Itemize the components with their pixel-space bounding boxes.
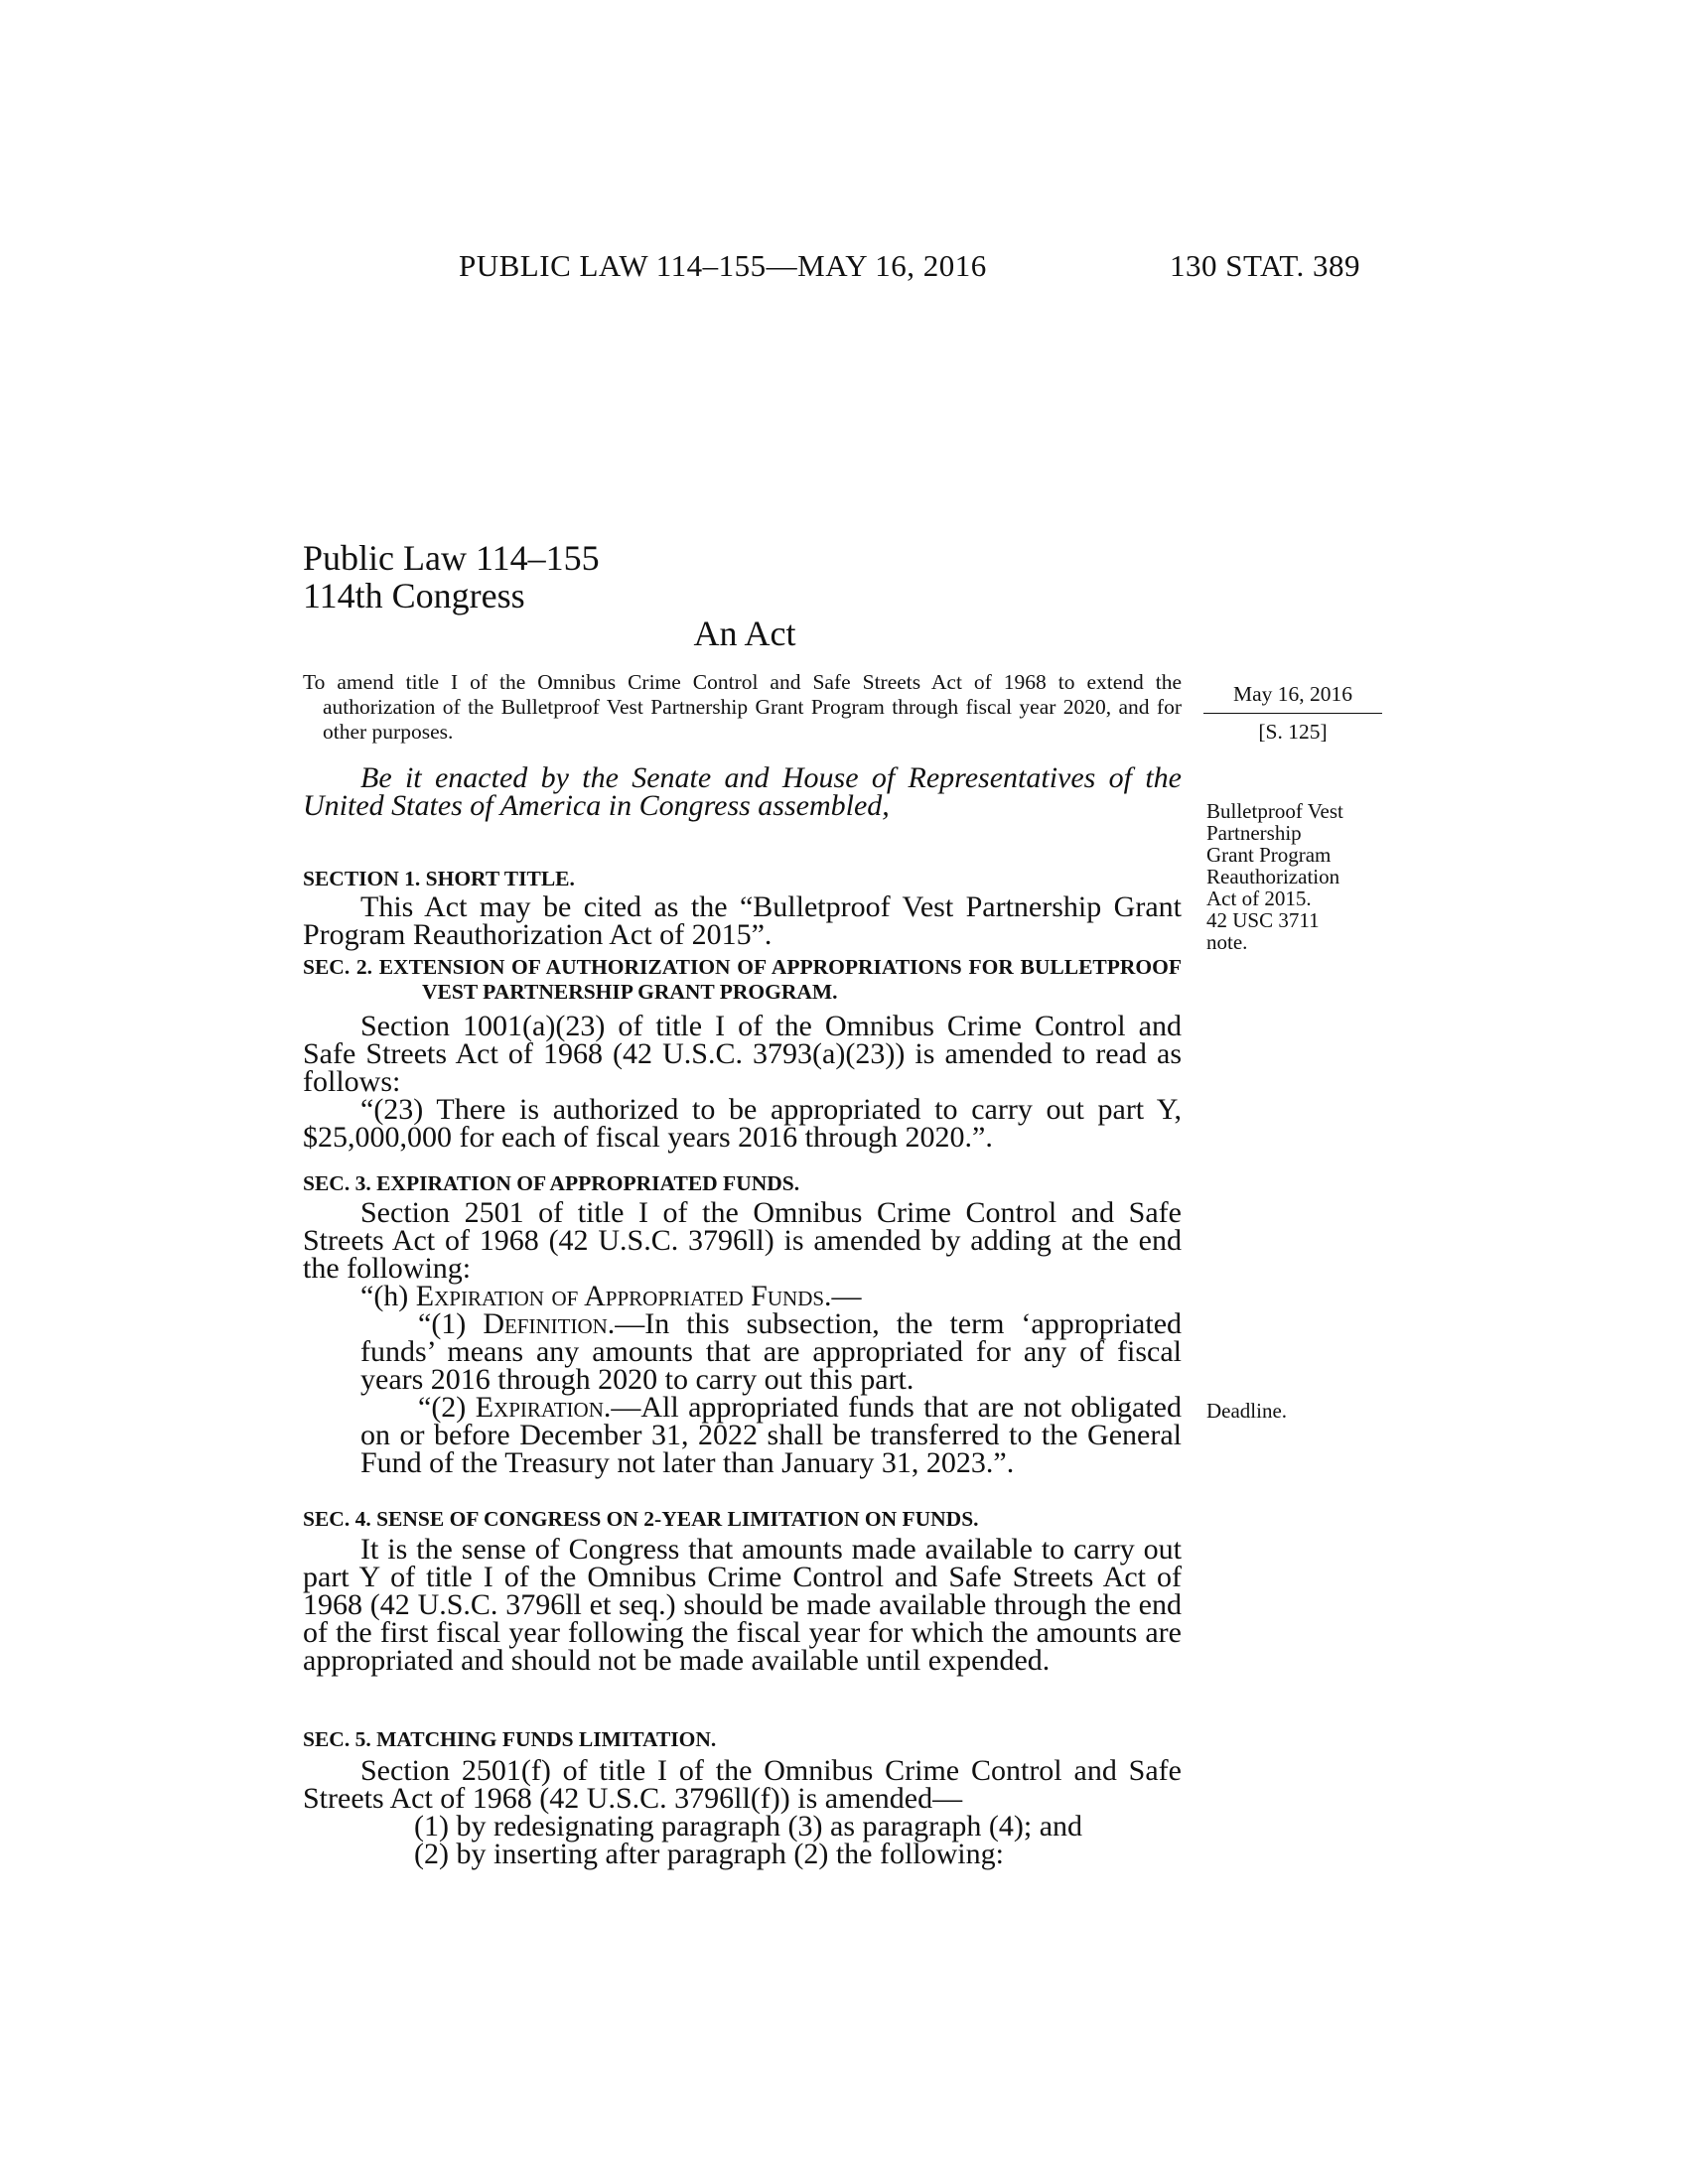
paragraph-2-expiration <box>360 1391 1182 1479</box>
margin-note-line: Reauthorization <box>1206 865 1340 888</box>
section-2-heading: SEC. 2. EXTENSION OF AUTHORIZATION OF APPROPRIATIONS FOR BULLETPROOF VEST PARTNERSHIP GRANT PROGRAM. <box>303 955 1182 1004</box>
public-law-number: Public Law 114–155 <box>303 538 600 578</box>
paragraph-2-text: .—All appropriated funds that are not obligated on or before December 31, 2022 shall be transferred to the General Fund of the Treasury not later than January 31, 2023.”. <box>360 1391 1182 1479</box>
section-5-body: Section 2501(f) of title I of the Omnibus Crime Control and Safe Streets Act of 1968 (42 U.S.C. 3796ll(f)) is amended— <box>303 1754 1182 1815</box>
section-5-item-1: (1) by redesignating paragraph (3) as paragraph (4); and <box>414 1810 1083 1843</box>
margin-note-line: Partnership <box>1206 821 1302 845</box>
section-3-heading: SEC. 3. EXPIRATION OF APPROPRIATED FUNDS. <box>303 1171 800 1195</box>
subsection-h-prefix: “(h) <box>360 1280 416 1312</box>
section-2-quote: “(23) There is authorized to be appropriated to carry out part Y, $25,000,000 for each of fiscal years 2016 through 2020.”. <box>303 1093 1182 1154</box>
margin-note-line: Grant Program <box>1206 843 1332 867</box>
running-header-title: PUBLIC LAW 114–155—MAY 16, 2016 <box>459 248 987 283</box>
section-1-heading: SECTION 1. SHORT TITLE. <box>303 867 575 890</box>
paragraph-2-label: Expiration <box>475 1391 604 1424</box>
section-2-body: Section 1001(a)(23) of title I of the Omnibus Crime Control and Safe Streets Act of 1968 (42 U.S.C. 3793(a)(23)) is amended to read as follows: <box>303 1010 1182 1098</box>
margin-note-line: Bulletproof Vest <box>1206 799 1343 823</box>
subsection-h-suffix: .— <box>824 1280 862 1312</box>
act-purpose: To amend title I of the Omnibus Crime Control and Safe Streets Act of 1968 to extend the authorization of the Bulletproof Vest Partnership Grant Program through fiscal year 2020, and for other purposes. <box>303 670 1182 744</box>
subsection-h-heading <box>303 1280 1182 1312</box>
page-number: 130 STAT. 389 <box>1170 248 1361 283</box>
paragraph-1-text: .—In this subsection, the term ‘appropriated funds’ means any amounts that are appropriated for any of fiscal years 2016 through 2020 to carry out this part. <box>360 1307 1183 1396</box>
section-4-body: It is the sense of Congress that amounts made available to carry out part Y of title I of the Omnibus Crime Control and Safe Streets Act of 1968 (42 U.S.C. 3796ll et seq.) should be made available through the end of the first fiscal year following the fiscal year for which the amounts are appropriated and should not be made available until expended. <box>303 1533 1182 1677</box>
section-5-heading: SEC. 5. MATCHING FUNDS LIMITATION. <box>303 1727 717 1751</box>
paragraph-1-definition <box>360 1307 1183 1396</box>
bill-number: [S. 125] <box>1258 720 1328 744</box>
paragraph-1-prefix: “(1) <box>418 1307 484 1340</box>
margin-note-line: note. <box>1206 930 1248 954</box>
act-heading: An Act <box>693 614 796 653</box>
paragraph-2-prefix: “(2) <box>418 1391 476 1424</box>
margin-note-line: Act of 2015. <box>1206 887 1312 910</box>
margin-note-short-title <box>1206 800 1390 953</box>
section-4-heading: SEC. 4. SENSE OF CONGRESS ON 2-YEAR LIMITATION ON FUNDS. <box>303 1507 979 1531</box>
margin-note-deadline: Deadline. <box>1206 1399 1288 1423</box>
subsection-h-title: Expiration of Appropriated Funds <box>415 1280 825 1312</box>
enacting-clause: Be it enacted by the Senate and House of Representatives of the United States of America in Congress assembled, <box>303 761 1182 822</box>
enactment-date: May 16, 2016 <box>1203 682 1382 714</box>
paragraph-1-label: Definition <box>483 1307 608 1340</box>
enactment-date-box <box>1203 682 1382 745</box>
section-3-body: Section 2501 of title I of the Omnibus Crime Control and Safe Streets Act of 1968 (42 U.S.C. 3796ll) is amended by adding at the end the following: <box>303 1196 1182 1285</box>
section-1-body: This Act may be cited as the “Bulletproof Vest Partnership Grant Program Reauthorization Act of 2015”. <box>303 890 1182 951</box>
congress-number: 114th Congress <box>303 576 525 615</box>
section-5-item-2: (2) by inserting after paragraph (2) the following: <box>414 1838 1004 1870</box>
margin-note-line: 42 USC 3711 <box>1206 908 1320 932</box>
